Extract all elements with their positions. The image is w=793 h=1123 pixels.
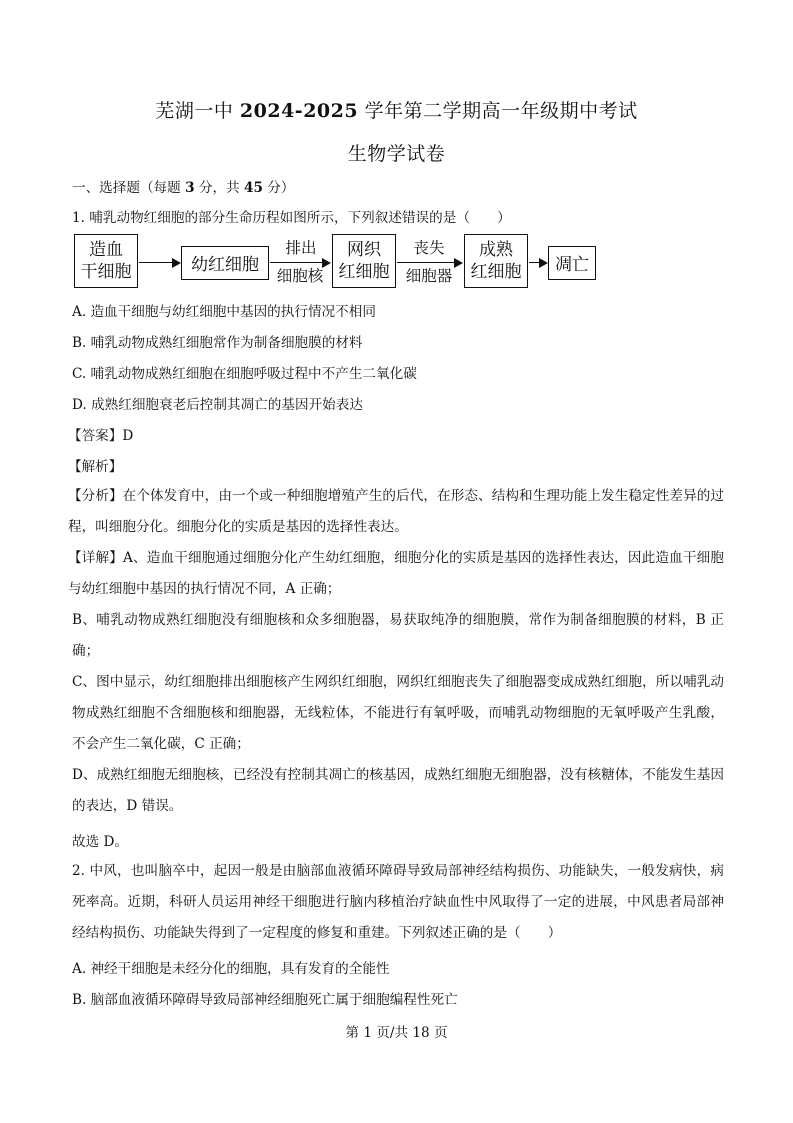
title-term: 学年第二学期高一年级期中考试 xyxy=(358,100,638,122)
section-heading xyxy=(72,178,724,198)
box-text: 干细胞 xyxy=(80,262,132,282)
exam-subtitle: 生物学试卷 xyxy=(347,143,446,165)
title-year: 2024-2025 xyxy=(239,100,359,122)
arrow-label-expel: 排出 xyxy=(285,239,317,257)
arrow-4 xyxy=(529,262,546,263)
arrow-2 xyxy=(270,262,329,263)
question-2-stem: 2. 中风，也叫脑卒中，起因一般是由脑部血液循环障碍导致局部神经结构损伤、功能缺失，一般发病快，病死率高。近期，科研人员运用神经干细胞进行脑内移植治疗缺血性中风取得了一定的进展，中风患者局部神经结构损伤、功能缺失得到了一定程度的修复和重建。下列叙述正确的是（ ） xyxy=(72,863,724,941)
box-text: 红细胞 xyxy=(470,262,522,282)
title-school: 芜湖一中 xyxy=(155,100,240,122)
q1-analysis-detail-b: B、哺乳动物成熟红细胞没有细胞核和众多细胞器，易获取纯净的细胞膜，常作为制备细胞膜的材料，B 正确； xyxy=(72,612,724,659)
box-mature-red-blood-cell xyxy=(464,234,528,288)
box-text: 造血 xyxy=(89,240,123,260)
section-heading-part: 一、选择题（每题 xyxy=(72,180,186,196)
question-1-stem: 1. 哺乳动物红细胞的部分生命历程如图所示，下列叙述错误的是（ ） xyxy=(72,210,511,226)
box-hematopoietic-stem-cell xyxy=(74,234,138,288)
q1-answer xyxy=(68,426,720,446)
q1-option-b: B. 哺乳动物成熟红细胞常作为制备细胞膜的材料 xyxy=(72,335,363,351)
box-proerythroblast: 幼红细胞 xyxy=(181,246,269,280)
q1-option-c: C. 哺乳动物成熟红细胞在细胞呼吸过程中不产生二氧化碳 xyxy=(72,366,417,382)
answer-value: D xyxy=(122,428,134,444)
arrow-label-nucleus: 细胞核 xyxy=(276,267,324,285)
arrow-3 xyxy=(397,262,461,263)
q1-analysis-detail-d: D、成熟红细胞无细胞核，已经没有控制其凋亡的核基因，成熟红细胞无细胞器，没有核糖体，不能发生基因的表达，D 错误。 xyxy=(72,767,724,814)
q1-analysis-detail-c: C、图中显示，幼红细胞排出细胞核产生网织红细胞，网织红细胞丧失了细胞器变成成熟红细胞，所以哺乳动物成熟红细胞不含细胞核和细胞器，无线粒体，不能进行有氧呼吸，而哺乳动物细胞的无氧呼吸产生乳酸，不会产生二氧化碳，C 正确； xyxy=(72,674,724,752)
red-blood-cell-flow-diagram xyxy=(72,232,602,294)
arrow-label-organelles: 细胞器 xyxy=(405,267,453,285)
section-heading-part: 分，共 xyxy=(194,180,244,196)
box-reticulocyte xyxy=(332,234,396,288)
box-apoptosis: 凋亡 xyxy=(548,246,596,280)
section-heading-part: 分） xyxy=(262,180,295,196)
arrow-1 xyxy=(139,262,179,263)
q1-option-d: D. 成熟红细胞衰老后控制其凋亡的基因开始表达 xyxy=(72,397,363,413)
q1-option-a: A. 造血干细胞与幼红细胞中基因的执行情况不相同 xyxy=(72,304,376,320)
box-text: 红细胞 xyxy=(338,262,390,282)
arrow-label-lose: 丧失 xyxy=(413,239,445,257)
q1-analysis-fenxi: 【分析】在个体发育中，由一个或一种细胞增殖产生的后代，在形态、结构和生理功能上发生稳定性差异的过程，叫细胞分化。细胞分化的实质是基因的选择性表达。 xyxy=(68,488,724,535)
q2-option-b: B. 脑部血液循环障碍导致局部神经细胞死亡属于细胞编程性死亡 xyxy=(72,992,458,1008)
box-text: 网织 xyxy=(347,240,381,260)
q1-analysis-detail-a: 【详解】A、造血干细胞通过细胞分化产生幼红细胞，细胞分化的实质是基因的选择性表达，因此造血干细胞与幼红细胞中基因的执行情况不同，A 正确； xyxy=(68,550,724,597)
box-text: 成熟 xyxy=(479,240,513,260)
section-points-each: 3 xyxy=(185,180,195,196)
q1-conclusion: 故选 D。 xyxy=(72,834,129,850)
exam-title xyxy=(0,96,793,123)
page-footer: 第 1 页/共 18 页 xyxy=(345,1025,448,1041)
q2-option-a: A. 神经干细胞是未经分化的细胞，具有发育的全能性 xyxy=(72,961,390,977)
q1-analysis-heading: 【解析】 xyxy=(68,459,123,475)
answer-tag: 【答案】 xyxy=(68,428,123,444)
section-points-total: 45 xyxy=(243,180,263,196)
